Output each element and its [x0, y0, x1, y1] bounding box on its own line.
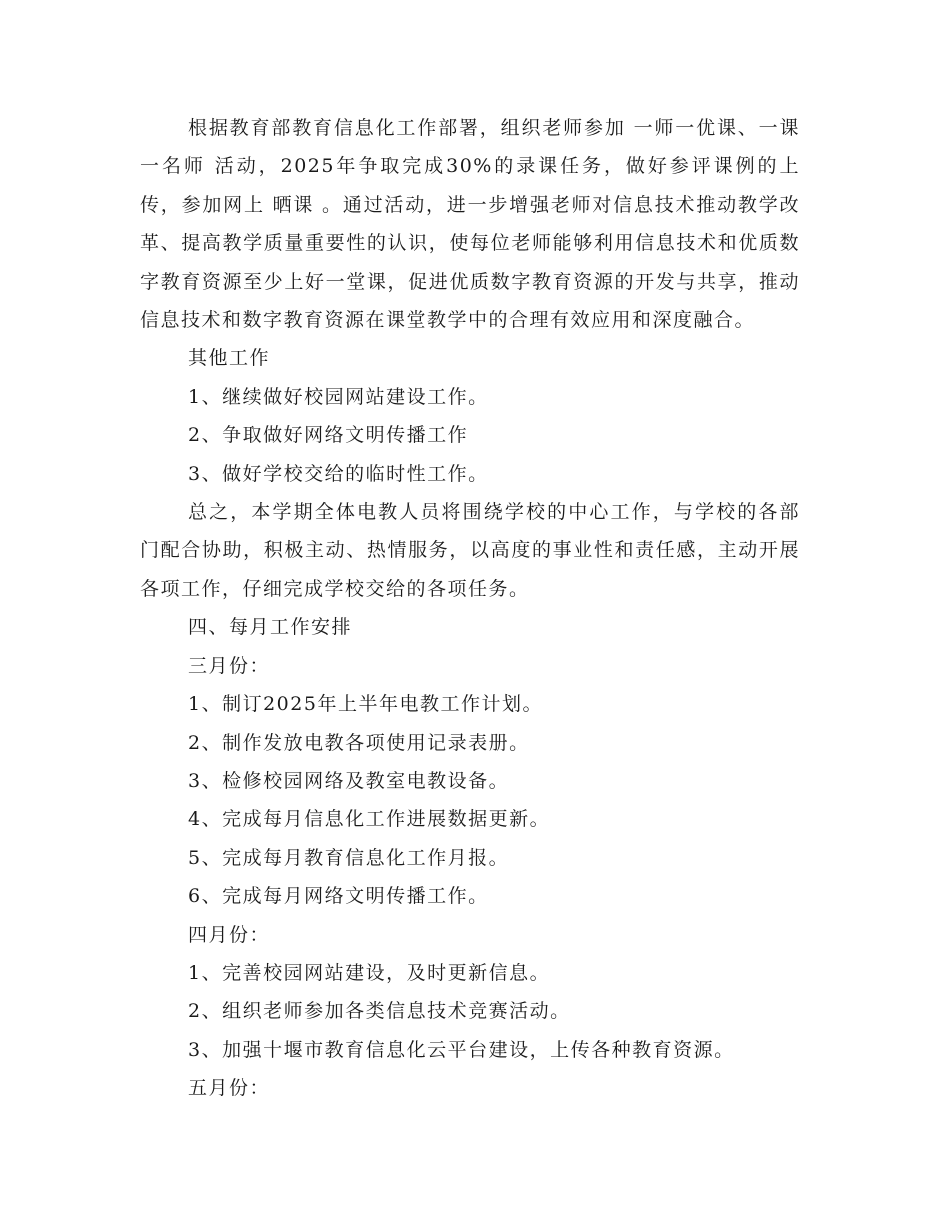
list-item: 1、继续做好校园网站建设工作。 — [188, 385, 489, 408]
list-item: 4、完成每月信息化工作进展数据更新。 — [188, 808, 551, 831]
other-work-heading: 其他工作 — [188, 347, 271, 370]
intro-paragraph: 根据教育部教育信息化工作部署，组织老师参加 一师一优课、一课一名师 活动，2025年争取完成30%的录课任务，做好参评课例的上传，参加网上 晒课 。通过活动，进一步增强老师对信息技术推动教学改革、提高教学质量重要性的认识，使每位老师能够利用信息技术和优质数字教育资源至少上好一堂课，促进优质数字教育资源的开发与共享，推动信息技术和数字教育资源在课堂教学中的合理有效应用和深度融合。 — [140, 117, 800, 332]
list-item: 3、检修校园网络及教室电教设备。 — [188, 769, 510, 792]
april-heading: 四月份： — [188, 923, 271, 946]
list-item: 5、完成每月教育信息化工作月报。 — [188, 846, 510, 869]
list-item: 3、加强十堰市教育信息化云平台建设，上传各种教育资源。 — [188, 1038, 735, 1061]
section-four-heading: 四、每月工作安排 — [188, 616, 353, 639]
march-heading: 三月份： — [188, 654, 271, 677]
list-item: 2、制作发放电教各项使用记录表册。 — [188, 731, 530, 754]
document-body — [140, 109, 800, 1108]
list-item: 6、完成每月网络文明传播工作。 — [188, 885, 489, 908]
list-item: 1、制订2025年上半年电教工作计划。 — [188, 693, 543, 716]
may-heading: 五月份： — [188, 1077, 271, 1100]
list-item: 3、做好学校交给的临时性工作。 — [188, 462, 489, 485]
list-item: 2、争取做好网络文明传播工作 — [188, 424, 469, 447]
list-item: 1、完善校园网站建设，及时更新信息。 — [188, 961, 551, 984]
summary-paragraph: 总之，本学期全体电教人员将围绕学校的中心工作，与学校的各部门配合协助，积极主动、热情服务，以高度的事业性和责任感，主动开展各项工作，仔细完成学校交给的各项任务。 — [140, 501, 800, 600]
list-item: 2、组织老师参加各类信息技术竞赛活动。 — [188, 1000, 571, 1023]
